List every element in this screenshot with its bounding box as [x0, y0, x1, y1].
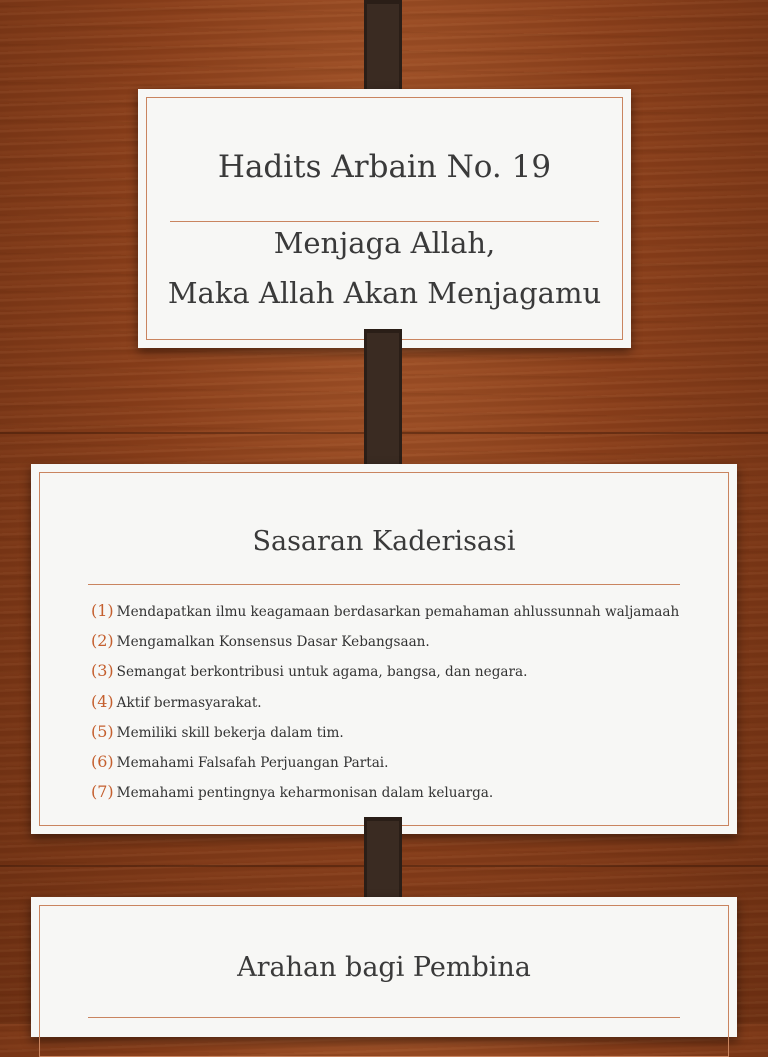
list-item — [91, 656, 679, 686]
item-text: Aktif bermasyarakat. — [116, 694, 262, 711]
slide1-subtitle-line2: Maka Allah Akan Menjagamu — [167, 276, 602, 310]
slide3-title: Arahan bagi Pembina — [237, 952, 531, 983]
list-item — [91, 626, 679, 656]
list-item — [91, 747, 679, 777]
item-text: Mengamalkan Konsensus Dasar Kebangsaan. — [116, 634, 430, 651]
item-text: Memahami Falsafah Perjuangan Partai. — [116, 754, 389, 771]
slide-sasaran-card — [31, 464, 737, 834]
list-item — [91, 687, 679, 717]
slide1-subtitle-line1: Menjaga Allah, — [273, 226, 496, 260]
sasaran-list — [91, 596, 679, 807]
list-item — [91, 717, 679, 747]
slide-title-card — [138, 89, 631, 348]
title-rule — [170, 221, 599, 222]
title-rule — [88, 584, 680, 585]
item-number: (3) — [91, 661, 114, 681]
slide2-title: Sasaran Kaderisasi — [252, 526, 516, 557]
list-item — [91, 596, 679, 626]
slide1-title: Hadits Arbain No. 19 — [217, 149, 552, 185]
title-rule — [88, 1017, 680, 1018]
item-number: (1) — [91, 601, 114, 620]
item-text: Memiliki skill bekerja dalam tim. — [116, 724, 344, 741]
item-number: (4) — [91, 691, 114, 711]
item-number: (5) — [91, 721, 114, 741]
list-item — [91, 777, 679, 807]
item-number: (2) — [91, 631, 114, 651]
item-number: (7) — [91, 782, 114, 802]
item-text: Mendapatkan ilmu keagamaan berdasarkan pemahaman ahlussunnah waljamaah — [116, 604, 680, 620]
hanging-strap-middle — [364, 329, 402, 481]
item-text: Memahami pentingnya keharmonisan dalam keluarga. — [116, 785, 494, 802]
item-text: Semangat berkontribusi untuk agama, bangsa, dan negara. — [116, 664, 528, 681]
item-number: (6) — [91, 751, 114, 771]
slide-arahan-card — [31, 897, 737, 1037]
